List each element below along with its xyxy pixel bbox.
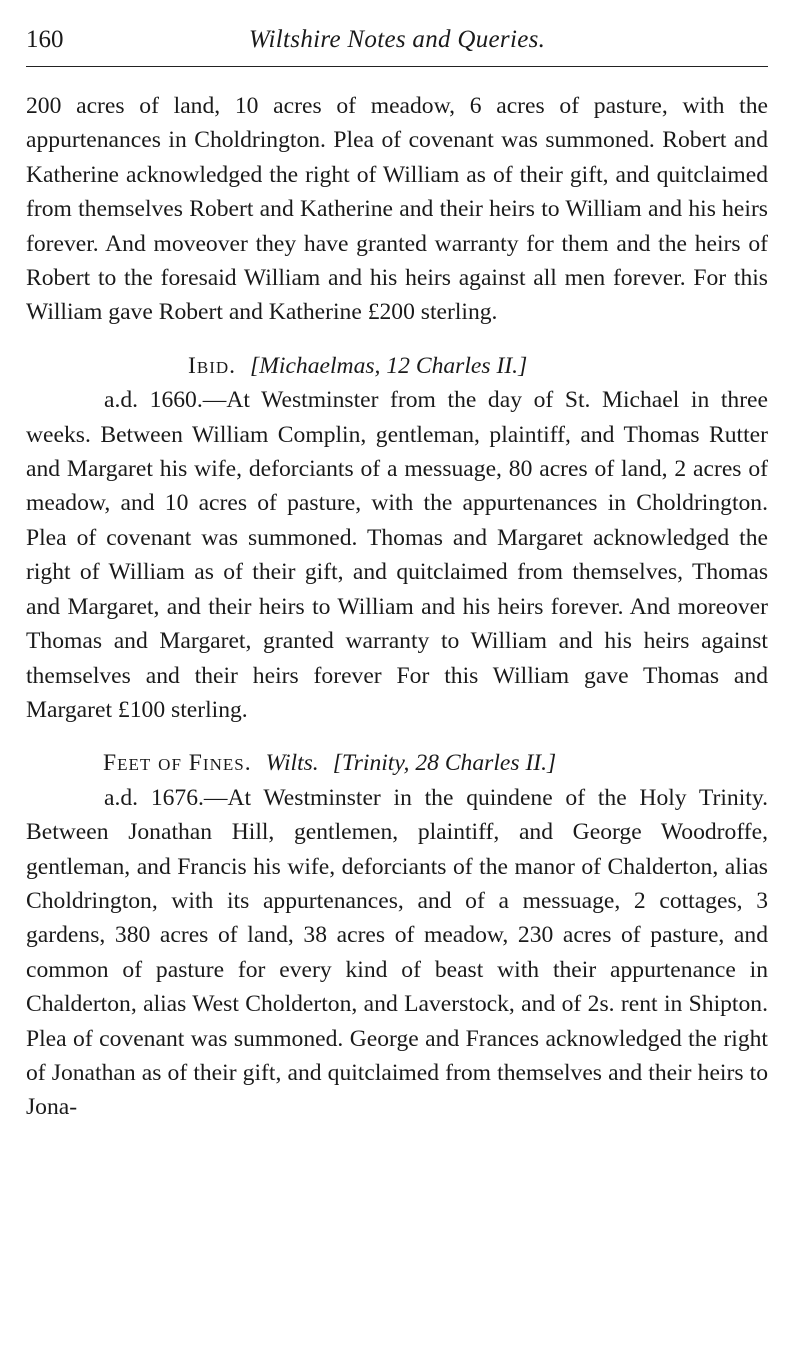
heading-term: [Michaelmas, 12 Charles II.] [250,352,528,379]
paragraph-1660-entry: a.d. 1660.—At Westminster from the day of St. Michael in three weeks. Between William Complin, gentleman, plaintiff, and Thomas Rutter and Margaret his wife, deforciants of a messuage, 80 acres of land, 2 acres of meadow, and 10 acres of pasture, with the appurtenances in Choldrington. Plea of covenant was summoned. Thomas and Margaret acknowledged the right of William as of their gift, and quitclaimed from themselves, Thomas and Margaret, and their heirs to William and his heirs forever. And moreover Thomas and Margaret, granted warranty to William and his heirs against themselves and their heirs forever For this William gave Thomas and Margaret £100 sterling. [26,387,768,723]
book-page [26,22,768,1125]
heading-county: Wilts. [265,750,319,777]
entry-heading-trinity [26,746,768,780]
paragraph-continued: 200 acres of land, 10 acres of meadow, 6 acres of pasture, with the appurtenances in Choldrington. Plea of covenant was summoned. Robert and Katherine acknowledged the right of William as of their gift, and quitclaimed from themselves Robert and Katherine and their heirs to William and his heirs forever. And moveover they have granted warranty for them and the heirs of Robert to the foresaid William and his heirs against all men forever. For this William gave Robert and Katherine £200 sterling. [26,93,768,326]
running-title: Wiltshire Notes and Queries. [248,26,546,53]
entry-heading-michaelmas [26,349,768,383]
body-text [26,89,768,1125]
page-number: 160 [26,26,64,53]
heading-source: Feet of Fines. [103,750,252,777]
heading-term: [Trinity, 28 Charles II.] [332,750,557,777]
running-head [26,22,768,67]
heading-source: Ibid. [188,352,237,379]
paragraph-1676-entry: a.d. 1676.—At Westminster in the quindene of the Holy Trinity. Between Jonathan Hill, gentlemen, plaintiff, and George Woodroffe, gentleman, and Francis his wife, deforciants of the manor of Chalderton, alias Choldrington, with its appurtenances, and of a messuage, 2 cottages, 3 gardens, 380 acres of land, 38 acres of meadow, 230 acres of pasture, and common of pasture for every kind of beast with their appurtenance in Chalderton, alias West Cholderton, and Laverstock, and of 2s. rent in Shipton. Plea of covenant was summoned. George and Frances acknowledged the right of Jonathan as of their gift, and quitclaimed from themselves and their heirs to Jona- [26,784,768,1121]
